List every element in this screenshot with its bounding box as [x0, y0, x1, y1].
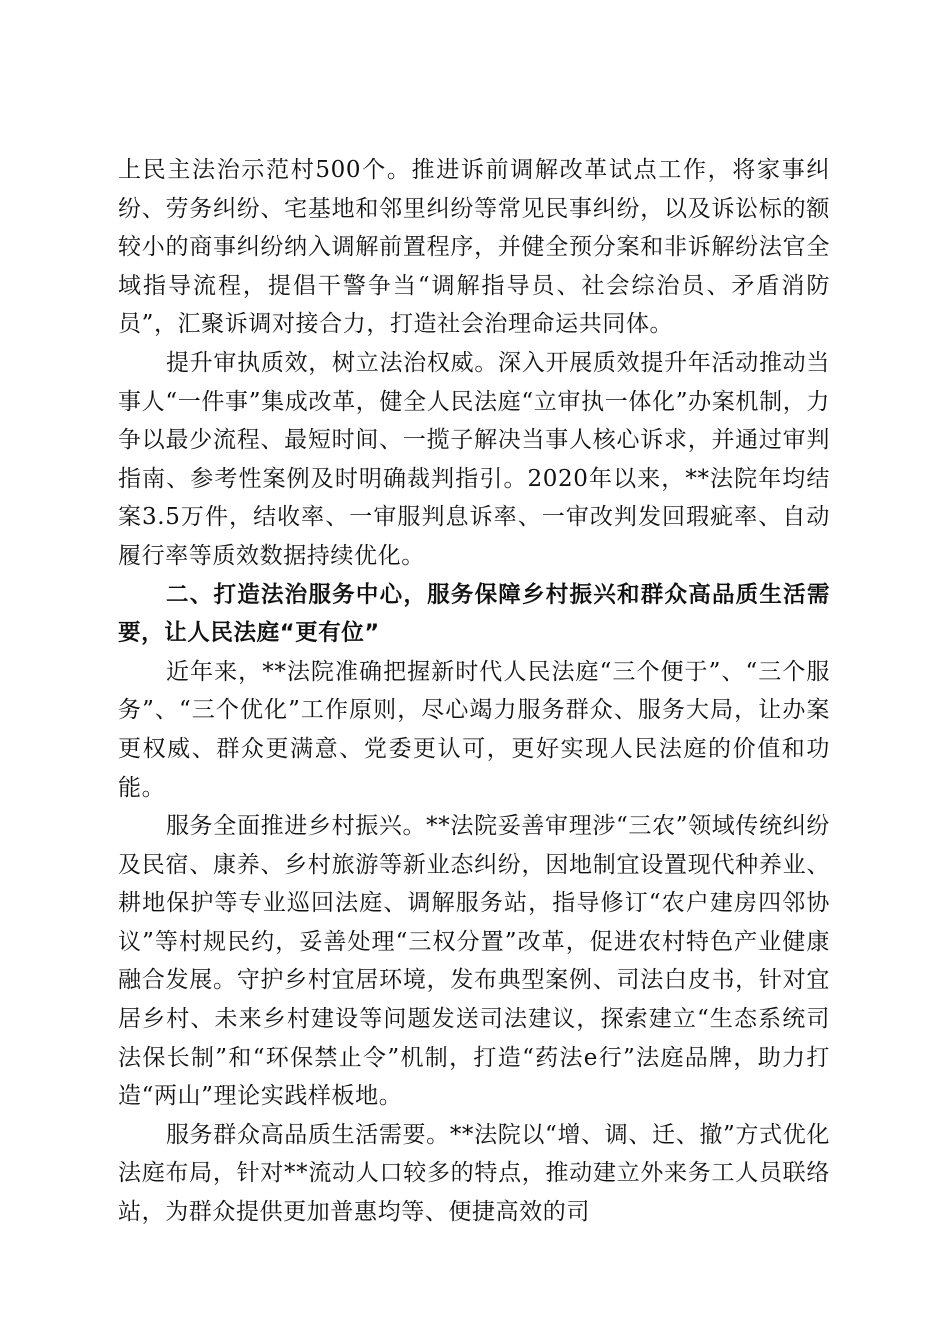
section-heading-2: 二、打造法治服务中心，服务保障乡村振兴和群众高品质生活需要，让人民法庭“更有位”: [118, 581, 830, 647]
paragraph-4: 服务全面推进乡村振兴。**法院妥善审理涉“三农”领域传统纠纷及民宿、康养、乡村旅游等新业态纠纷，因地制宜设置现代种养业、耕地保护等专业巡回法庭、调解服务站，指导修订“农户建房四邻协议”等村规民约，妥善处理“三权分置”改革，促进农村特色产业健康融合发展。守护乡村宜居环境，发布典型案例、司法白皮书，针对宜居乡村、未来乡村建设等问题发送司法建议，探索建立“生态系统司法保长制”和“环保禁止令”机制，打造“药法e行”法庭品牌，助力打造“两山”理论实践样板地。: [118, 813, 830, 1110]
paragraph-2: 提升审执质效，树立法治权威。深入开展质效提升年活动推动当事人“一件事”集成改革，健全人民法庭“立审执一体化”办案机制，力争以最少流程、最短时间、一揽子解决当事人核心诉求，并通过审判指南、参考性案例及时明确裁判指引。2020年以来，**法院年均结案3.5万件，结收率、一审服判息诉率、一审改判发回瑕疵率、自动履行率等质效数据持续优化。: [118, 349, 830, 569]
document-page: [118, 151, 830, 1232]
paragraph-3: 近年来，**法院准确把握新时代人民法庭“三个便于”、“三个服务”、“三个优化”工作原则，尽心竭力服务群众、服务大局，让办案更权威、群众更满意、党委更认可，更好实现人民法庭的价值和功能。: [118, 658, 830, 801]
paragraph-1: 上民主法治示范村500个。推进诉前调解改革试点工作，将家事纠纷、劳务纠纷、宅基地和邻里纠纷等常见民事纠纷，以及诉讼标的额较小的商事纠纷纳入调解前置程序，并健全预分案和非诉解纷法官全域指导流程，提倡干警争当“调解指导员、社会综治员、矛盾消防员”，汇聚诉调对接合力，打造社会治理命运共同体。: [118, 157, 830, 338]
paragraph-5: 服务群众高品质生活需要。**法院以“增、调、迁、撤”方式优化法庭布局，针对**流动人口较多的特点，推动建立外来务工人员联络站，为群众提供更加普惠均等、便捷高效的司: [118, 1121, 830, 1226]
